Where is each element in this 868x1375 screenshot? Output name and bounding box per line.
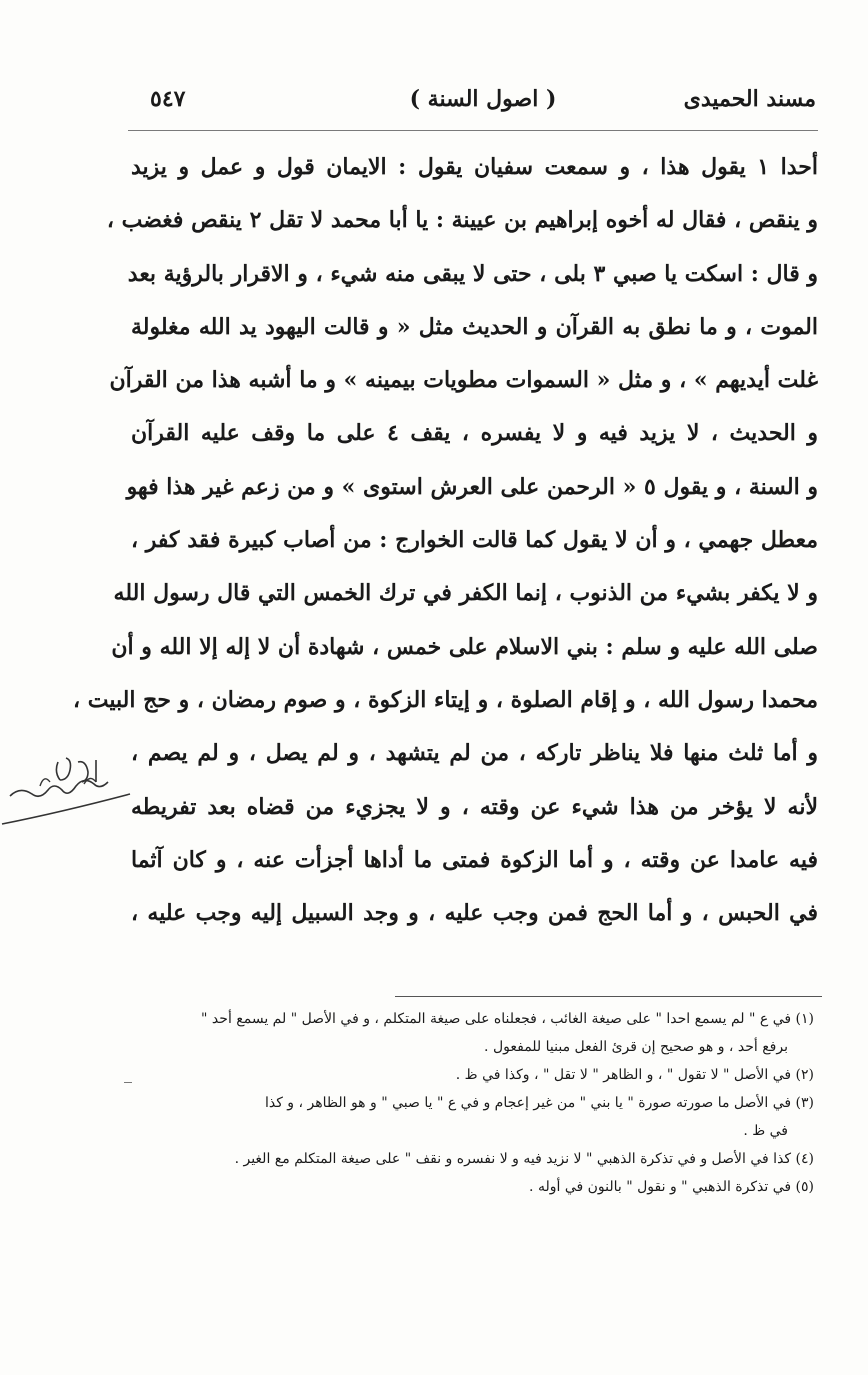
handwritten-margin-note (0, 748, 132, 828)
header-rule (128, 130, 818, 131)
text-line: لأنه لا يؤخر من هذا شيء عن وقته ، و لا يجزيء من قضاه بعد تفريطه (131, 793, 818, 820)
footnote-line: برفع أحد ، و هو صحيح إن قرئ الفعل مبنيا للمفعول . (484, 1039, 788, 1055)
text-line: أحدا ١ يقول هذا ، و سمعت سفيان يقول : الايمان قول و عمل و يزيد (131, 154, 818, 180)
footnote-line: (٥) في تذكرة الذهبي " و نقول " بالنون في أوله . (529, 1179, 814, 1195)
section-title: ( اصول السنة ) (409, 86, 557, 112)
running-header (150, 86, 816, 120)
text-line: الموت ، و ما نطق به القرآن و الحديث مثل « و قالت اليهود يد الله مغلولة (131, 313, 818, 340)
handwriting-scribble (0, 748, 132, 828)
text-line: في الحبس ، و أما الحج فمن وجب عليه ، و وجد السبيل إليه وجب عليه ، (131, 900, 818, 927)
text-line: و قال : اسكت يا صبي ٣ بلى ، حتى لا يبقى منه شيء ، و الاقرار بالرؤية بعد (127, 260, 818, 287)
text-line: فيه عامدا عن وقته ، و أما الزكوة فمتى ما أداها أجزأت عنه ، و كان آثما (131, 846, 818, 873)
scan-mark (124, 1082, 132, 1083)
footnote-line: (٢) في الأصل " لا تقول " ، و الظاهر " لا تقل " ، وكذا في ظ . (455, 1067, 814, 1083)
text-line: و السنة ، و يقول ٥ « الرحمن على العرش استوى » و من زعم غير هذا فهو (126, 473, 818, 500)
text-line: صلى الله عليه و سلم : بني الاسلام على خمس ، شهادة أن لا إله إلا الله و أن (111, 633, 818, 660)
footnote-rule (395, 996, 822, 997)
footnote-line: في ظ . (743, 1123, 788, 1139)
text-line: و الحديث ، لا يزيد فيه و لا يفسره ، يقف ٤ على ما وقف عليه القرآن (131, 420, 818, 447)
text-line: محمدا رسول الله ، و إقام الصلوة ، و إيتاء الزكوة ، و صوم رمضان ، و حج البيت ، (73, 686, 818, 713)
text-line: معطل جهمي ، و أن لا يقول كما قالت الخوارج : من أصاب كبيرة فقد كفر ، (131, 527, 818, 554)
footnotes (148, 1005, 814, 1201)
book-title: مسند الحميدى (683, 86, 816, 112)
page-number: ٥٤٧ (150, 86, 186, 112)
footnote-line: (٣) في الأصل ما صورته صورة " يا بني " من غير إعجام و في ع " يا صبي " و هو الظاهر ، و كذا (264, 1095, 814, 1111)
text-line: و لا يكفر بشيء من الذنوب ، إنما الكفر في ترك الخمس التي قال رسول الله (113, 580, 818, 607)
text-line: و ينقص ، فقال له أخوه إبراهيم بن عيينة : يا أبا محمد لا تقل ٢ ينقص فغضب ، (106, 207, 818, 234)
footnote-line: (٤) كذا في الأصل و في تذكرة الذهبي " لا نزيد فيه و لا نفسره و نقف " على صيغة المتكلم مع الغير . (234, 1151, 814, 1167)
footnote-line: (١) في ع " لم يسمع احدا " على صيغة الغائب ، فجعلناه على صيغة المتكلم ، و في الأصل " لم يسمع أحد " (201, 1011, 814, 1027)
main-text (73, 141, 818, 940)
text-line: غلت أيديهم » ، و مثل « السموات مطويات بيمينه » و ما أشبه هذا من القرآن (109, 367, 818, 394)
text-line: و أما ثلث منها فلا يناظر تاركه ، من لم يتشهد ، و لم يصل ، و لم يصم ، (131, 740, 818, 767)
